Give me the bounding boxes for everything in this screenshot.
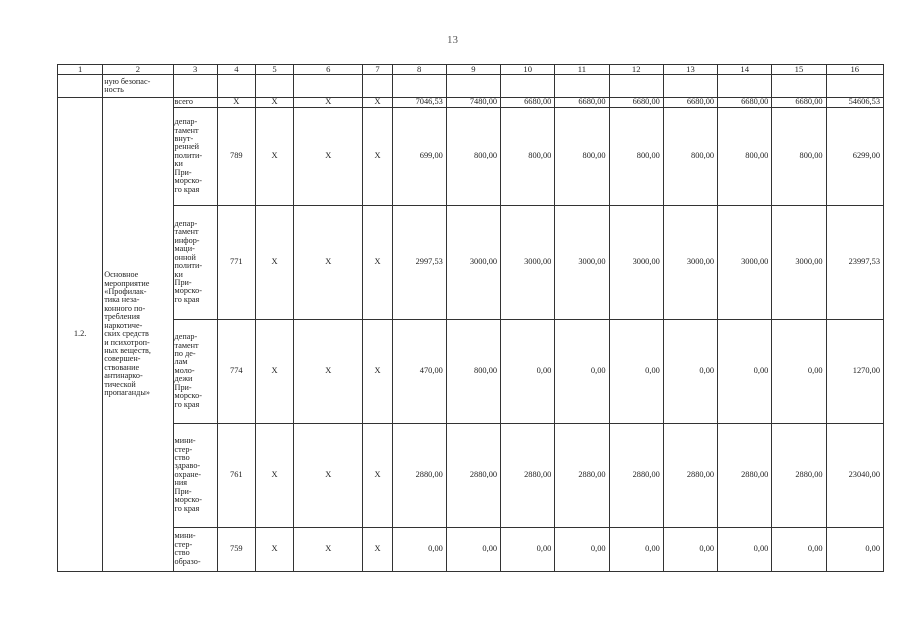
year-value-cell: 3000,00 — [772, 205, 826, 319]
item-name: Основное мероприятие «Профилак- тика неза- конного по- требления наркотиче- ских средств и психотроп- ных веществ, совершен- ствование антинарко- тической пропаганды» — [103, 98, 173, 572]
year-value-cell: 7480,00 — [446, 98, 500, 108]
year-value-cell: 0,00 — [555, 527, 609, 571]
total-cell: 54606,53 — [826, 98, 883, 108]
column-header: 6 — [294, 65, 363, 75]
executor-cell: всего — [173, 98, 217, 108]
year-value-cell: 800,00 — [663, 107, 717, 205]
table-row — [58, 205, 884, 319]
code-cell: 774 — [217, 319, 255, 423]
year-value-cell: 2880,00 — [718, 423, 772, 527]
column-header: 10 — [501, 65, 555, 75]
x-cell: X — [363, 98, 392, 108]
executor-cell: депар- тамент внут- ренней полити- ки При- морско- го края — [173, 107, 217, 205]
x-cell: X — [363, 423, 392, 527]
x-cell: X — [363, 527, 392, 571]
year-value-cell: 800,00 — [609, 107, 663, 205]
code-cell: 759 — [217, 527, 255, 571]
column-header: 2 — [103, 65, 173, 75]
year-value-cell: 3000,00 — [446, 205, 500, 319]
column-header: 9 — [446, 65, 500, 75]
x-cell: X — [294, 423, 363, 527]
column-header: 7 — [363, 65, 392, 75]
year-value-cell: 800,00 — [501, 107, 555, 205]
column-header: 16 — [826, 65, 883, 75]
year-value-cell: 0,00 — [555, 319, 609, 423]
year-value-cell: 6680,00 — [663, 98, 717, 108]
budget-table — [57, 64, 884, 572]
table-row — [58, 527, 884, 571]
total-cell: 23040,00 — [826, 423, 883, 527]
year-value-cell: 3000,00 — [663, 205, 717, 319]
item-number: 1.2. — [58, 98, 103, 572]
column-header: 13 — [663, 65, 717, 75]
year-value-cell: 0,00 — [609, 319, 663, 423]
x-cell: X — [294, 205, 363, 319]
year-value-cell: 0,00 — [663, 527, 717, 571]
year-value-cell: 7046,53 — [392, 98, 446, 108]
column-number-row — [58, 65, 884, 75]
year-value-cell: 0,00 — [501, 527, 555, 571]
executor-cell: мини- стер- ство образо- — [173, 527, 217, 571]
executor-cell: мини- стер- ство здраво- охране- ния При- морско- го края — [173, 423, 217, 527]
column-header: 5 — [255, 65, 293, 75]
x-cell: X — [255, 107, 293, 205]
year-value-cell: 2880,00 — [663, 423, 717, 527]
x-cell: X — [363, 205, 392, 319]
year-value-cell: 0,00 — [392, 527, 446, 571]
year-value-cell: 0,00 — [772, 527, 826, 571]
x-cell: X — [363, 107, 392, 205]
x-cell: X — [294, 98, 363, 108]
year-value-cell: 3000,00 — [609, 205, 663, 319]
year-value-cell: 6680,00 — [609, 98, 663, 108]
x-cell: X — [255, 423, 293, 527]
year-value-cell: 0,00 — [772, 319, 826, 423]
year-value-cell: 0,00 — [663, 319, 717, 423]
column-header: 12 — [609, 65, 663, 75]
year-value-cell: 800,00 — [446, 319, 500, 423]
executor-cell: депар- тамент инфор- маци- онной полити- ки При- морско- го края — [173, 205, 217, 319]
year-value-cell: 0,00 — [501, 319, 555, 423]
total-cell: 6299,00 — [826, 107, 883, 205]
table-row — [58, 107, 884, 205]
year-value-cell: 3000,00 — [501, 205, 555, 319]
code-cell: X — [217, 98, 255, 108]
total-cell: 0,00 — [826, 527, 883, 571]
continuation-row — [58, 75, 884, 98]
year-value-cell: 0,00 — [718, 319, 772, 423]
year-value-cell: 0,00 — [718, 527, 772, 571]
code-cell: 771 — [217, 205, 255, 319]
year-value-cell: 2880,00 — [555, 423, 609, 527]
column-header: 1 — [58, 65, 103, 75]
year-value-cell: 6680,00 — [772, 98, 826, 108]
year-value-cell: 800,00 — [772, 107, 826, 205]
column-header: 8 — [392, 65, 446, 75]
year-value-cell: 800,00 — [718, 107, 772, 205]
year-value-cell: 6680,00 — [501, 98, 555, 108]
x-cell: X — [294, 319, 363, 423]
x-cell: X — [255, 527, 293, 571]
executor-cell: депар- тамент по де- лам моло- дежи При- морско- го края — [173, 319, 217, 423]
column-header: 14 — [718, 65, 772, 75]
continuation-text: ную безопас- ность — [103, 75, 173, 98]
code-cell: 761 — [217, 423, 255, 527]
x-cell: X — [363, 319, 392, 423]
total-cell: 23997,53 — [826, 205, 883, 319]
x-cell: X — [294, 107, 363, 205]
x-cell: X — [294, 527, 363, 571]
year-value-cell: 0,00 — [446, 527, 500, 571]
year-value-cell: 2880,00 — [392, 423, 446, 527]
year-value-cell: 800,00 — [446, 107, 500, 205]
year-value-cell: 2880,00 — [501, 423, 555, 527]
year-value-cell: 3000,00 — [555, 205, 609, 319]
code-cell: 789 — [217, 107, 255, 205]
year-value-cell: 470,00 — [392, 319, 446, 423]
year-value-cell: 6680,00 — [555, 98, 609, 108]
year-value-cell: 2880,00 — [446, 423, 500, 527]
table-row — [58, 98, 884, 108]
x-cell: X — [255, 98, 293, 108]
x-cell: X — [255, 319, 293, 423]
year-value-cell: 3000,00 — [718, 205, 772, 319]
year-value-cell: 2880,00 — [609, 423, 663, 527]
table-row — [58, 423, 884, 527]
year-value-cell: 699,00 — [392, 107, 446, 205]
year-value-cell: 800,00 — [555, 107, 609, 205]
page-number: 13 — [447, 34, 458, 46]
column-header: 4 — [217, 65, 255, 75]
year-value-cell: 0,00 — [609, 527, 663, 571]
year-value-cell: 2880,00 — [772, 423, 826, 527]
table-row — [58, 319, 884, 423]
year-value-cell: 6680,00 — [718, 98, 772, 108]
total-cell: 1270,00 — [826, 319, 883, 423]
column-header: 15 — [772, 65, 826, 75]
year-value-cell: 2997,53 — [392, 205, 446, 319]
column-header: 11 — [555, 65, 609, 75]
x-cell: X — [255, 205, 293, 319]
column-header: 3 — [173, 65, 217, 75]
